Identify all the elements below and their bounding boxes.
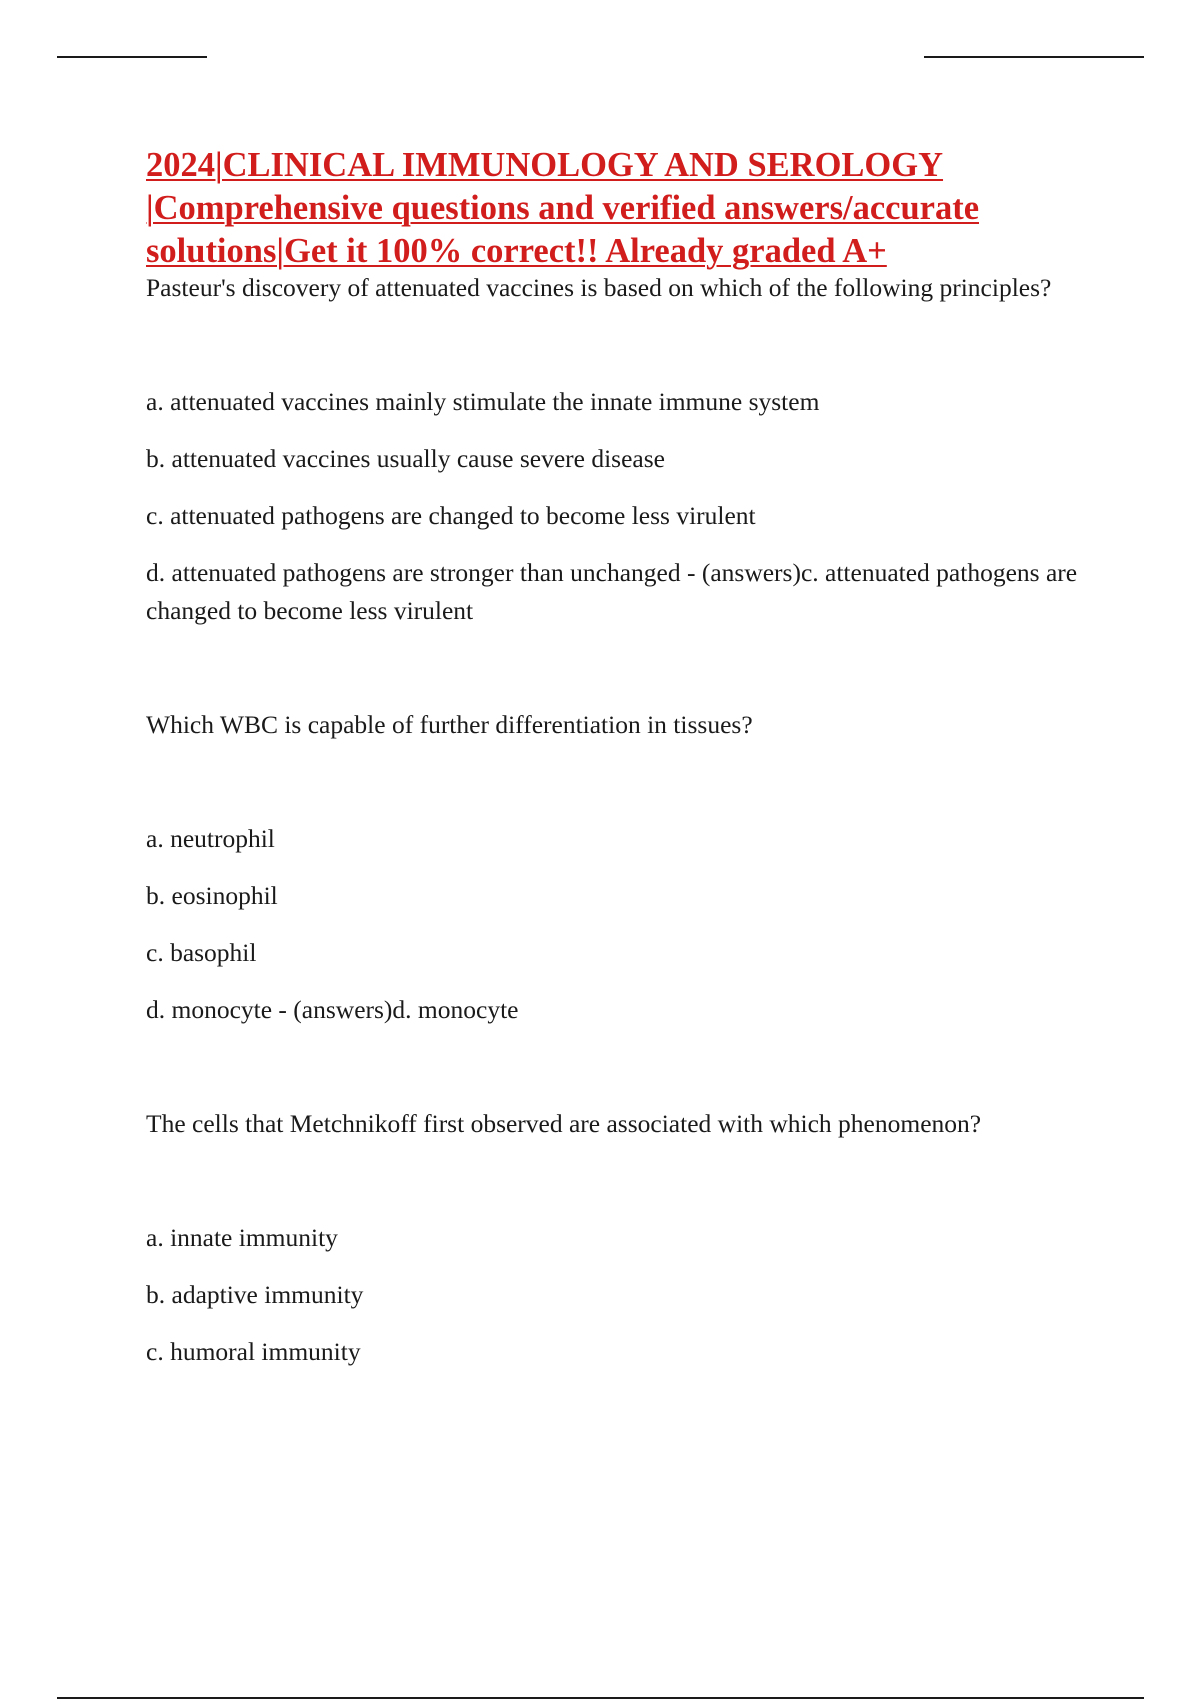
question-block-1 (146, 269, 1106, 630)
option-b: b. adaptive immunity (146, 1280, 364, 1309)
title-line-2: |Comprehensive questions and verified answers/accurate (146, 189, 980, 227)
title-line-1: 2024|CLINICAL IMMUNOLOGY AND SEROLOGY (146, 146, 944, 184)
document-title (146, 144, 1106, 273)
question-block-3 (146, 1105, 1106, 1371)
option-a: a. attenuated vaccines mainly stimulate the innate immune system (146, 387, 820, 416)
document-body (146, 144, 1106, 1371)
option-c: c. humoral immunity (146, 1337, 361, 1366)
option-d-with-answer: d. attenuated pathogens are stronger than unchanged - (answers)c. attenuated pathogens are changed to become less virulent (146, 558, 1078, 625)
question-text: Pasteur's discovery of attenuated vaccines is based on which of the following principles? (146, 273, 1052, 302)
option-a: a. neutrophil (146, 824, 275, 853)
header-rule-left (57, 56, 207, 58)
question-block-2 (146, 706, 1106, 1029)
question-text: The cells that Metchnikoff first observed are associated with which phenomenon? (146, 1109, 982, 1138)
option-b: b. eosinophil (146, 881, 278, 910)
title-line-3: solutions|Get it 100% correct!! Already graded A+ (146, 232, 887, 270)
option-c: c. attenuated pathogens are changed to become less virulent (146, 501, 756, 530)
option-a: a. innate immunity (146, 1223, 338, 1252)
question-text: Which WBC is capable of further differentiation in tissues? (146, 710, 753, 739)
header-rule-right (924, 56, 1144, 58)
option-d-with-answer: d. monocyte - (answers)d. monocyte (146, 995, 519, 1024)
option-c: c. basophil (146, 938, 257, 967)
footer-rule (57, 1697, 1144, 1699)
option-b: b. attenuated vaccines usually cause severe disease (146, 444, 665, 473)
